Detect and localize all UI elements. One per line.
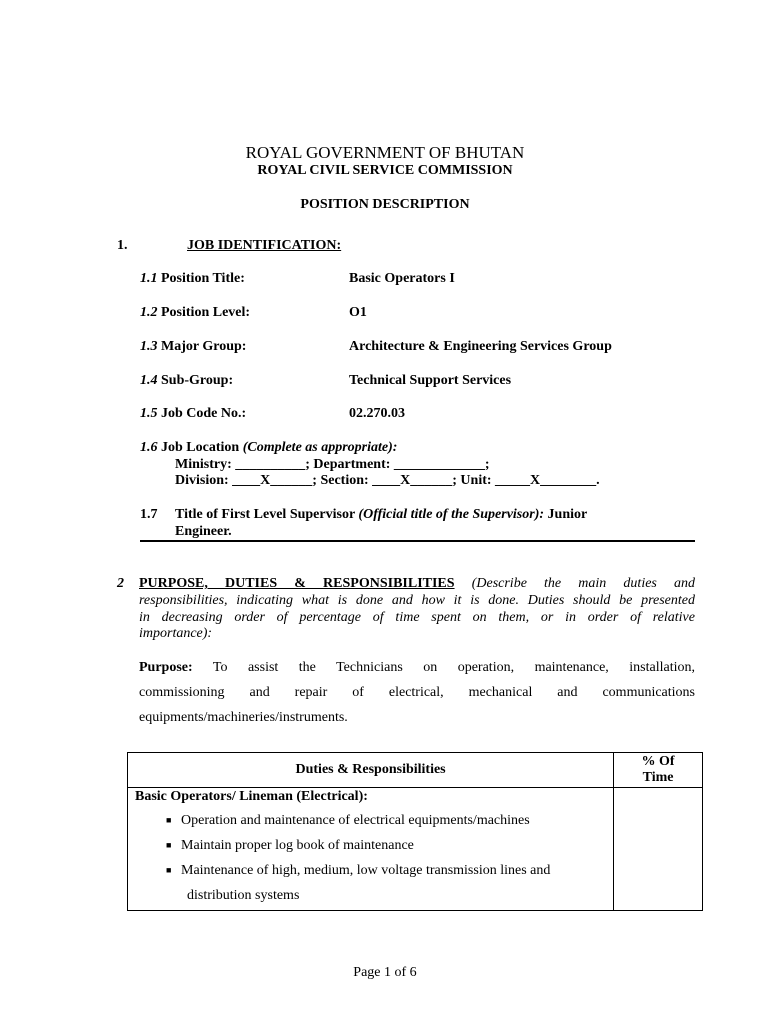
square-bullet-icon: ■ xyxy=(166,840,172,850)
job-location-label: 1.6 Job Location (Complete as appropriate): xyxy=(140,440,398,455)
supervisor-title-line: Title of First Level Supervisor (Official title of the Supervisor): Junior xyxy=(175,507,588,522)
time-column-header: % Of Time xyxy=(614,753,703,788)
list-item: ■ Maintenance of high, medium, low voltage transmission lines and xyxy=(128,858,613,883)
purpose-line-2: commissioning and repair of electrical, mechanical and communications xyxy=(139,685,695,700)
field-major-group-value: Architecture & Engineering Services Group xyxy=(349,339,612,354)
supervisor-number: 1.7 xyxy=(140,507,158,522)
section-1-title: JOB IDENTIFICATION: xyxy=(187,238,342,253)
duties-column-header: Duties & Responsibilities xyxy=(128,753,614,788)
field-major-group-label: 1.3 Major Group: xyxy=(140,339,247,354)
field-job-code-value: 02.270.03 xyxy=(349,406,405,421)
purpose-line-1: Purpose: To assist the Technicians on operation, maintenance, installation, xyxy=(139,660,695,675)
field-job-code-label: 1.5 Job Code No.: xyxy=(140,406,247,421)
field-position-level-label: 1.2 Position Level: xyxy=(140,305,251,320)
purpose-line-3: equipments/machineries/instruments. xyxy=(139,710,348,725)
square-bullet-icon: ■ xyxy=(166,865,172,875)
field-sub-group-value: Technical Support Services xyxy=(349,373,512,388)
commission-title: ROYAL CIVIL SERVICE COMMISSION xyxy=(257,163,513,178)
field-position-title-value: Basic Operators I xyxy=(349,271,455,286)
table-header-row xyxy=(128,753,703,788)
job-location-ministry-line: Ministry: __________; Department: _____________; xyxy=(175,457,490,472)
square-bullet-icon: ■ xyxy=(166,815,172,825)
field-position-title-label: 1.1 Position Title: xyxy=(140,271,245,286)
section-2-hint-line-2: responsibilities, indicating what is done and how it is done. Duties should be presented xyxy=(139,593,695,608)
section-2-number: 2 xyxy=(117,576,124,591)
duty-group-title: Basic Operators/ Lineman (Electrical): xyxy=(135,789,368,804)
section-divider xyxy=(140,540,695,542)
section-2-hint-line-4: importance): xyxy=(139,626,213,641)
section-2-heading-line-1: PURPOSE, DUTIES & RESPONSIBILITIES (Describe the main duties and xyxy=(139,576,696,591)
document-title: POSITION DESCRIPTION xyxy=(300,197,470,212)
field-position-level-value: O1 xyxy=(349,305,367,320)
list-item: ■ Maintain proper log book of maintenance xyxy=(128,833,613,858)
job-location-division-line: Division: ____X______; Section: ____X______; Unit: _____X________. xyxy=(175,473,600,488)
field-sub-group-label: 1.4 Sub-Group: xyxy=(140,373,234,388)
government-title: ROYAL GOVERNMENT OF BHUTAN xyxy=(245,143,525,162)
section-1-number: 1. xyxy=(117,238,128,253)
table-row xyxy=(128,788,703,911)
time-cell xyxy=(614,788,703,911)
duties-table xyxy=(127,752,703,911)
supervisor-title-continuation: Engineer. xyxy=(175,524,232,539)
duties-list xyxy=(128,808,613,908)
list-item-continuation: distribution systems xyxy=(187,888,300,903)
section-2-hint-line-3: in decreasing order of percentage of time spent on them, or in order of relative xyxy=(139,610,695,625)
page-number: Page 1 of 6 xyxy=(353,965,417,980)
duties-cell xyxy=(128,788,614,911)
list-item: ■ Operation and maintenance of electrical equipments/machines xyxy=(128,808,613,833)
